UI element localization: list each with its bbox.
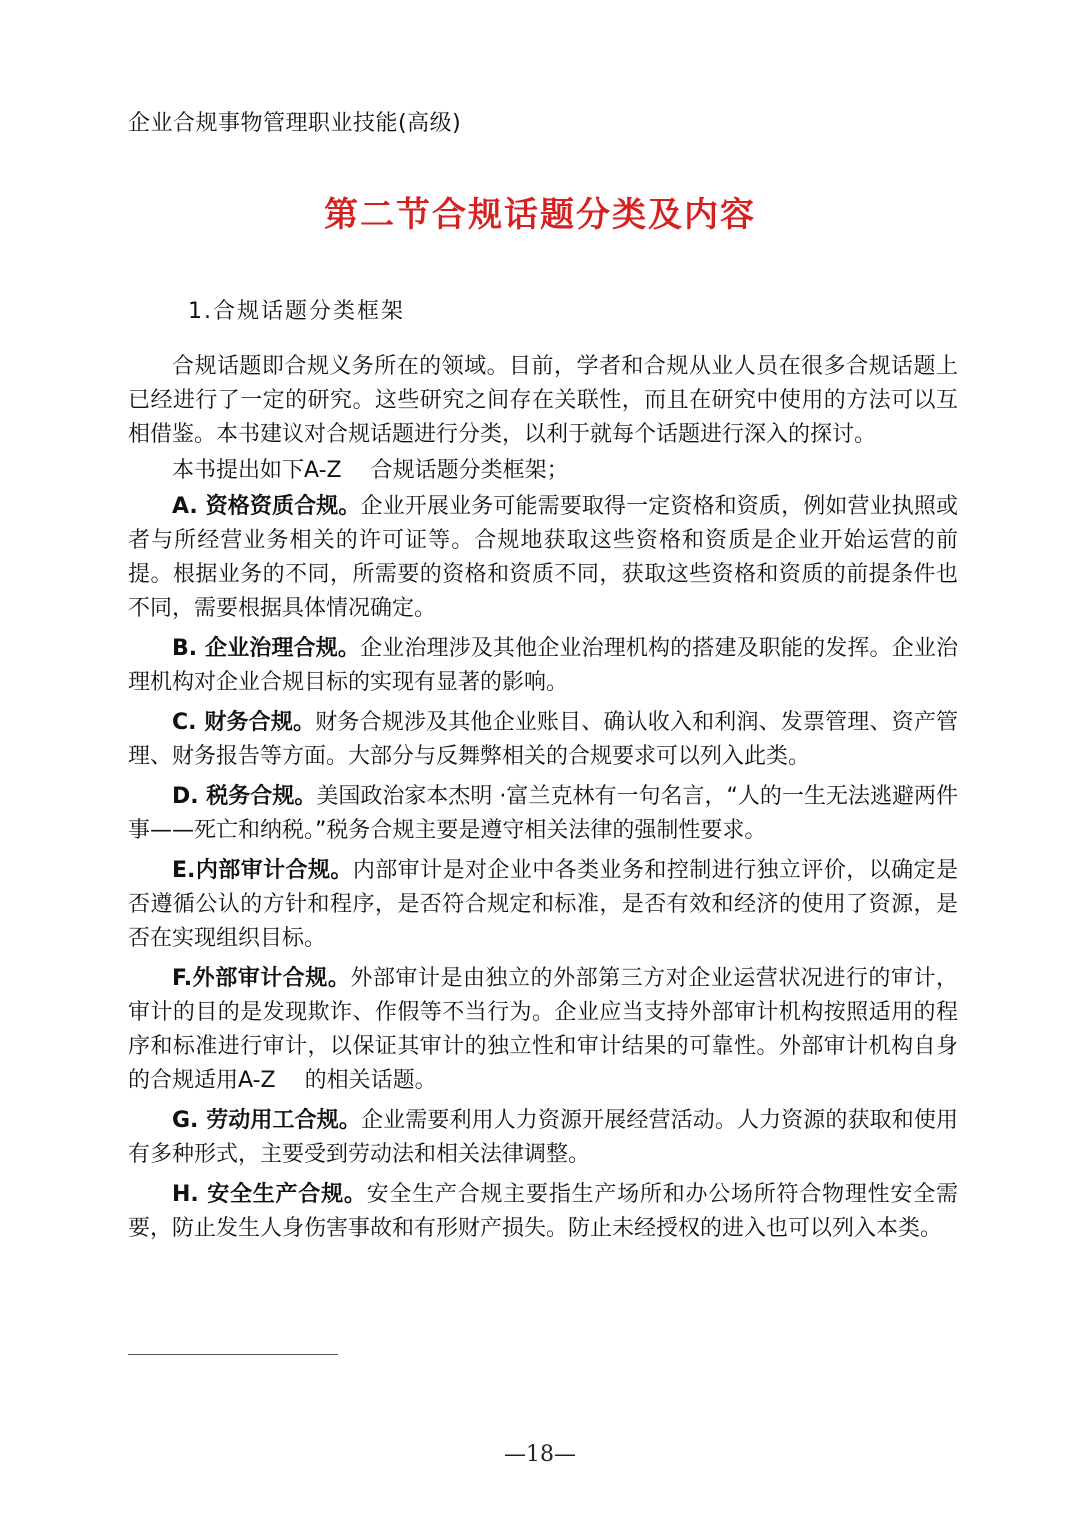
- category-entry-a: [128, 490, 958, 626]
- category-description: 内部审计是对企业中各类业务和控制进行独立评价，以确定是否遵循公认的方针和程序，是否符合规定和标准，是否有效和经济的使用了资源，是否在实现组织目标。: [128, 858, 958, 951]
- category-term: A. 资格资质合规。: [172, 494, 361, 519]
- category-term: B. 企业治理合规。: [172, 636, 361, 661]
- section-title: 第二节合规话题分类及内容: [324, 195, 756, 235]
- category-term: C. 财务合规。: [172, 710, 316, 735]
- intro-paragraph: 合规话题即合规义务所在的领域。目前，学者和合规从业人员在很多合规话题上已经进行了一定的研究。这些研究之间存在关联性，而且在研究中使用的方法可以互相借鉴。本书建议对合规话题进行分类，以利于就每个话题进行深入的探讨。: [128, 354, 958, 447]
- category-description: 企业需要利用人力资源开展经营活动。人力资源的获取和使用有多种形式，主要受到劳动法和相关法律调整。: [128, 1108, 958, 1167]
- category-entry-b: [128, 632, 958, 700]
- category-entry-f: [128, 962, 958, 1098]
- footnote-divider: [128, 1354, 338, 1355]
- category-description: 企业开展业务可能需要取得一定资格和资质，例如营业执照或者与所经营业务相关的许可证等。合规地获取这些资格和资质是企业开始运营的前提。根据业务的不同，所需要的资格和资质不同，获取这些资格和资质的前提条件也不同，需要根据具体情况确定。: [128, 494, 958, 621]
- page-number: —18—: [504, 1442, 576, 1467]
- category-description: 美国政治家本杰明 ·富兰克林有一句名言，“人的一生无法逃避两件事——死亡和纳税。”税务合规主要是遵守相关法律的强制性要求。: [128, 784, 959, 843]
- category-term: G. 劳动用工合规。: [172, 1108, 361, 1133]
- category-description: 财务合规涉及其他企业账目、确认收入和利润、发票管理、资产管理、财务报告等方面。大部分与反舞弊相关的合规要求可以列入此类。: [128, 710, 958, 769]
- category-term: H. 安全生产合规。: [172, 1182, 367, 1207]
- category-entry-g: [128, 1104, 958, 1172]
- category-description: 外部审计是由独立的外部第三方对企业运营状况进行的审计，审计的目的是发现欺诈、作假等不当行为。企业应当支持外部审计机构按照适用的程序和标准进行审计，以保证其审计的独立性和审计结果的可靠性。外部审计机构自身的合规适用A-Z 的相关话题。: [128, 966, 958, 1093]
- category-description: 企业治理涉及其他企业治理机构的搭建及职能的发挥。企业治理机构对企业合规目标的实现有显著的影响。: [128, 636, 958, 695]
- running-header: 企业合规事物管理职业技能(高级): [128, 111, 462, 136]
- intro-paragraph: 本书提出如下A-Z 合规话题分类框架；: [172, 458, 569, 483]
- category-entry-e: [128, 854, 958, 956]
- body-text: [128, 350, 958, 1252]
- category-term: F.外部审计合规。: [172, 966, 351, 991]
- category-entry-c: [128, 706, 958, 774]
- subsection-heading: 1.合规话题分类框架: [188, 299, 405, 324]
- category-entry-d: [128, 780, 958, 848]
- category-term: D. 税务合规。: [172, 784, 317, 809]
- category-description: 安全生产合规主要指生产场所和办公场所符合物理性安全需要，防止发生人身伤害事故和有形财产损失。防止未经授权的进入也可以列入本类。: [128, 1182, 958, 1241]
- category-term: E.内部审计合规。: [172, 858, 353, 883]
- category-entry-h: [128, 1178, 958, 1246]
